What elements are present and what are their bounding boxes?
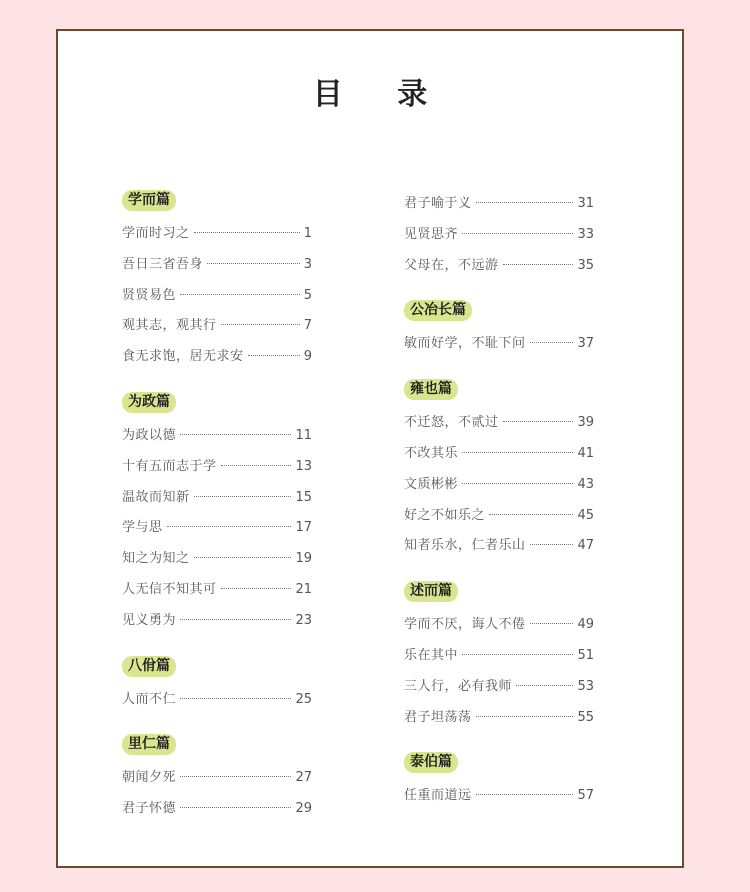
entry-title: 人无信不知其可 (122, 581, 217, 597)
dot-leader (530, 544, 574, 545)
section-gap (404, 360, 594, 378)
entry-page-number: 25 (295, 691, 312, 707)
dot-leader (462, 654, 573, 655)
toc-entry[interactable] (404, 703, 594, 734)
entry-title: 人而不仁 (122, 691, 177, 707)
toc-page (56, 29, 684, 868)
dot-leader (221, 588, 292, 589)
entry-title: 朝闻夕死 (122, 770, 177, 786)
toc-entry[interactable] (122, 219, 312, 250)
dot-leader (180, 698, 291, 699)
toc-entry[interactable] (404, 251, 594, 282)
entry-page-number: 7 (303, 318, 312, 334)
entry-page-number: 45 (577, 507, 594, 523)
entry-page-number: 57 (577, 788, 594, 804)
dot-leader (516, 685, 573, 686)
toc-section (404, 189, 594, 281)
toc-entry[interactable] (122, 544, 312, 575)
entry-page-number: 53 (577, 678, 594, 694)
toc-entry[interactable] (122, 483, 312, 514)
section-badge: 里仁篇 (122, 734, 176, 755)
page-title: 目 录 (312, 77, 450, 112)
dot-leader (180, 776, 291, 777)
entry-page-number: 49 (577, 617, 594, 633)
dot-leader (194, 557, 292, 558)
entry-title: 君子怀德 (122, 801, 177, 817)
entry-page-number: 41 (577, 445, 594, 461)
entry-page-number: 27 (295, 770, 312, 786)
entry-page-number: 1 (303, 226, 312, 241)
dot-leader (180, 294, 300, 295)
entry-page-number: 35 (577, 257, 594, 273)
toc-entry[interactable] (404, 672, 594, 703)
entry-title: 贤贤易色 (122, 287, 177, 303)
entry-title: 任重而道远 (404, 788, 472, 804)
dot-leader (180, 619, 291, 620)
entry-page-number: 39 (577, 415, 594, 431)
section-badge: 为政篇 (122, 392, 176, 413)
dot-leader (221, 324, 300, 325)
dot-leader (194, 496, 292, 497)
entry-title: 吾日三省吾身 (122, 256, 204, 272)
toc-entry[interactable] (122, 685, 312, 716)
entry-page-number: 9 (303, 349, 312, 365)
entry-title: 学与思 (122, 520, 163, 536)
section-badge: 学而篇 (122, 190, 176, 211)
toc-entry[interactable] (122, 281, 312, 312)
toc-entry[interactable] (404, 329, 594, 360)
entry-page-number: 55 (577, 709, 594, 725)
toc-left-column (122, 189, 312, 825)
entry-page-number: 5 (303, 287, 312, 303)
entry-page-number: 47 (577, 538, 594, 554)
toc-section (122, 733, 312, 825)
entry-page-number: 17 (295, 520, 312, 536)
section-gap (122, 715, 312, 733)
toc-entry[interactable] (122, 421, 312, 452)
toc-entry[interactable] (404, 439, 594, 470)
entry-title: 十有五而志于学 (122, 458, 217, 474)
entry-title: 学而不厌，诲人不倦 (404, 617, 526, 633)
entry-title: 文质彬彬 (404, 476, 459, 492)
dot-leader (180, 434, 291, 435)
entry-page-number: 43 (577, 476, 594, 492)
entry-page-number: 37 (577, 336, 594, 352)
dot-leader (476, 794, 574, 795)
section-gap (404, 562, 594, 580)
entry-title: 乐在其中 (404, 647, 459, 663)
dot-leader (462, 233, 573, 234)
entry-page-number: 3 (303, 256, 312, 272)
toc-entry[interactable] (404, 641, 594, 672)
toc-entry[interactable] (122, 311, 312, 342)
toc-section (404, 299, 594, 360)
entry-title: 三人行，必有我师 (404, 678, 513, 694)
entry-title: 敏而好学，不耻下问 (404, 336, 526, 352)
entry-title: 学而时习之 (122, 226, 190, 241)
entry-title: 不迁怒，不贰过 (404, 415, 499, 431)
entry-title: 食无求饱，居无求安 (122, 349, 244, 365)
section-badge: 述而篇 (404, 581, 458, 602)
entry-title: 为政以德 (122, 427, 177, 443)
toc-entry[interactable] (122, 250, 312, 281)
section-gap (404, 281, 594, 299)
toc-section (404, 751, 594, 812)
entry-title: 君子喻于义 (404, 196, 472, 211)
entry-title: 温故而知新 (122, 489, 190, 505)
dot-leader (503, 421, 574, 422)
toc-section (122, 391, 312, 637)
entry-title: 好之不如乐之 (404, 507, 486, 523)
dot-leader (476, 202, 574, 203)
entry-title: 知者乐水，仁者乐山 (404, 538, 526, 554)
section-badge: 八佾篇 (122, 656, 176, 677)
dot-leader (248, 355, 300, 356)
section-badge: 泰伯篇 (404, 752, 458, 773)
toc-entry[interactable] (404, 531, 594, 562)
entry-page-number: 23 (295, 612, 312, 628)
toc-entry[interactable] (122, 452, 312, 483)
section-gap (404, 733, 594, 751)
toc-entry[interactable] (122, 606, 312, 637)
dot-leader (476, 716, 574, 717)
toc-entry[interactable] (122, 342, 312, 373)
entry-title: 观其志，观其行 (122, 318, 217, 334)
dot-leader (194, 232, 300, 233)
toc-section (404, 378, 594, 562)
dot-leader (207, 263, 300, 264)
dot-leader (530, 623, 574, 624)
dot-leader (503, 264, 574, 265)
toc-entry[interactable] (404, 610, 594, 641)
toc-right-column (404, 189, 594, 812)
toc-section (122, 189, 312, 373)
toc-entry[interactable] (122, 763, 312, 794)
entry-page-number: 31 (577, 196, 594, 211)
section-badge: 公冶长篇 (404, 300, 472, 321)
dot-leader (180, 807, 291, 808)
entry-title: 君子坦荡荡 (404, 709, 472, 725)
toc-entry[interactable] (404, 220, 594, 251)
section-gap (122, 637, 312, 655)
toc-entry[interactable] (404, 470, 594, 501)
toc-entry[interactable] (122, 513, 312, 544)
entry-page-number: 21 (295, 581, 312, 597)
section-badge: 雍也篇 (404, 379, 458, 400)
entry-title: 知之为知之 (122, 551, 190, 567)
entry-page-number: 29 (295, 801, 312, 817)
dot-leader (462, 452, 573, 453)
toc-entry[interactable] (122, 794, 312, 825)
dot-leader (167, 526, 292, 527)
entry-page-number: 33 (577, 226, 594, 242)
dot-leader (462, 483, 573, 484)
toc-entry[interactable] (404, 781, 594, 812)
dot-leader (221, 465, 292, 466)
toc-entry[interactable] (122, 575, 312, 606)
entry-title: 父母在，不远游 (404, 257, 499, 273)
entry-page-number: 19 (295, 551, 312, 567)
entry-page-number: 15 (295, 489, 312, 505)
toc-entry[interactable] (404, 408, 594, 439)
entry-page-number: 51 (577, 647, 594, 663)
toc-section (122, 655, 312, 716)
dot-leader (530, 342, 574, 343)
toc-section (404, 580, 594, 733)
entry-title: 见贤思齐 (404, 226, 459, 242)
toc-entry[interactable] (404, 189, 594, 220)
entry-title: 不改其乐 (404, 445, 459, 461)
entry-page-number: 11 (295, 427, 312, 443)
entry-page-number: 13 (295, 458, 312, 474)
dot-leader (489, 514, 573, 515)
section-gap (122, 373, 312, 391)
entry-title: 见义勇为 (122, 612, 177, 628)
toc-entry[interactable] (404, 501, 594, 532)
